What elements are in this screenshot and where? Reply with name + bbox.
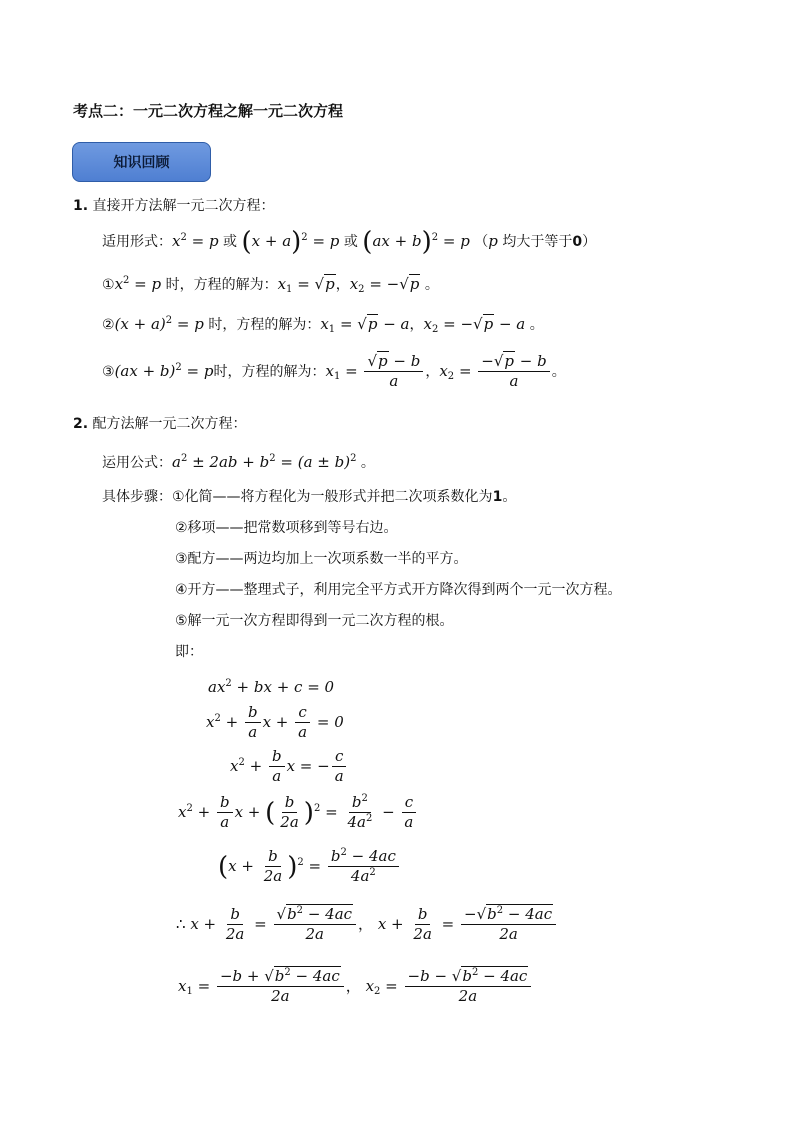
note-rest: 均大于等于	[502, 234, 573, 250]
formula-label: 运用公式：	[102, 455, 172, 471]
applicable-form-label: 适用形式：	[102, 234, 172, 250]
section-2-title: 配方法解一元二次方程：	[92, 416, 247, 432]
derivation-step-6: ∴ x + $\frac{b}{2a}$ = $\frac{√b^2 - 4ac}{2a}$ ， x + $\frac{b}{2a}$ = $\frac{-√b^2 - 4ac}{2a}$	[176, 906, 558, 944]
page-title: 考点二：一元二次方程之解一元二次方程	[73, 102, 344, 120]
case-1-when: 时，方程的解为：	[165, 277, 278, 293]
step-1: ①化简——将方程化为一般形式并把二次项系数化为	[172, 489, 493, 505]
case-1-solution: $x_1 = √p$	[277, 275, 335, 295]
note-zero: 0	[572, 234, 583, 250]
case-1-line: $①x^2 = p$ 时，方程的解为：$x_1 = √p$，$x_2 = -√p$ 。	[102, 275, 439, 295]
step-2: ②移项——把常数项移到等号右边。	[175, 520, 398, 536]
step-3: ③配方——两边均加上一次项系数一半的平方。	[175, 551, 468, 567]
or-1: 或	[223, 234, 238, 250]
section-1-number: 1.	[73, 198, 89, 214]
case-3-solution: $x_1$ = $\frac{√p - b}{a}$	[325, 362, 425, 380]
knowledge-review-badge: 知识回顾	[72, 142, 211, 182]
step-4: ④开方——整理式子，利用完全平方式开方降次得到两个一元一次方程。	[175, 582, 622, 598]
derivation-step-3: $x^2$ + $\frac{b}{a}$ x = − $\frac{c}{a}$	[230, 748, 349, 786]
applicable-form-line	[102, 227, 597, 257]
case-3-line: ③(ax + b)$^2$ = p时，方程的解为：$x_1$ = $\frac{√p - b}{a}$ ，$x_2$ = $\frac{-√p - b}{a}$ 。	[102, 352, 566, 391]
case-2-line: ②(x + a)$^2$ = p 时，方程的解为：$x_1 = √p - a$，$x_2 = -√p - a$ 。	[102, 315, 544, 335]
therefore-symbol: ∴	[176, 914, 186, 933]
derivation-step-7: $x_1$ = $\frac{-b + √b^2 - 4ac}{2a}$ ， $x_2$ = $\frac{-b - √b^2 - 4ac}{2a}$	[178, 968, 533, 1006]
steps-label: 具体步骤：	[102, 489, 172, 505]
case-1-mark: ①	[102, 277, 115, 293]
derivation-step-2: $x^2$ + $\frac{b}{a}$ x + $\frac{c}{a}$ = 0	[206, 703, 344, 742]
step-5: ⑤解一元一次方程即得到一元二次方程的根。	[175, 613, 454, 629]
formula-line: 运用公式：$a^2 \pm 2ab + b^2 = (a \pm b)^2$ 。	[102, 453, 375, 471]
derivation-step-1: $ax^2$ + bx + c = 0	[208, 678, 335, 696]
section-2-heading	[73, 414, 247, 434]
case-2-solution: $x_1 = √p - a$	[320, 315, 410, 335]
case-2-mark: ②	[102, 317, 115, 333]
form-1: $x^2 = p$	[172, 232, 219, 250]
section-1-heading	[73, 196, 275, 216]
derivation-step-5: (x + $\frac{b}{2a}$ )$^2$ = $\frac{b^2 - 4ac}{4a^2}$	[218, 848, 401, 886]
or-2: 或	[343, 234, 358, 250]
step-1-one: 1	[492, 489, 503, 505]
case-3-when: 时，方程的解为：	[213, 363, 326, 380]
ie-label: 即：	[175, 644, 203, 660]
section-2-number: 2.	[73, 416, 89, 432]
derivation-step-4: $x^2$ + $\frac{b}{a}$ x + ( $\frac{b}{2a}$ )$^2$ = $\frac{b^2}{4a^2}$ − $\frac{c}{a}$	[178, 794, 418, 832]
step-1-line: 具体步骤：①化简——将方程化为一般形式并把二次项系数化为1。	[102, 489, 517, 505]
note-p: p	[488, 232, 498, 250]
note-open: （	[474, 234, 489, 250]
case-2-when: 时，方程的解为：	[208, 317, 321, 333]
perfect-square-formula: $a^2 \pm 2ab + b^2 = (a \pm b)^2$	[172, 453, 357, 471]
case-3-mark: ③	[102, 363, 115, 380]
section-1-title: 直接开方法解一元二次方程：	[92, 198, 275, 214]
form-3: (ax + b)$^2$ = p	[362, 227, 470, 257]
note-close: ）	[582, 234, 597, 250]
form-2: $(x + a)^2 = p$	[241, 227, 340, 257]
